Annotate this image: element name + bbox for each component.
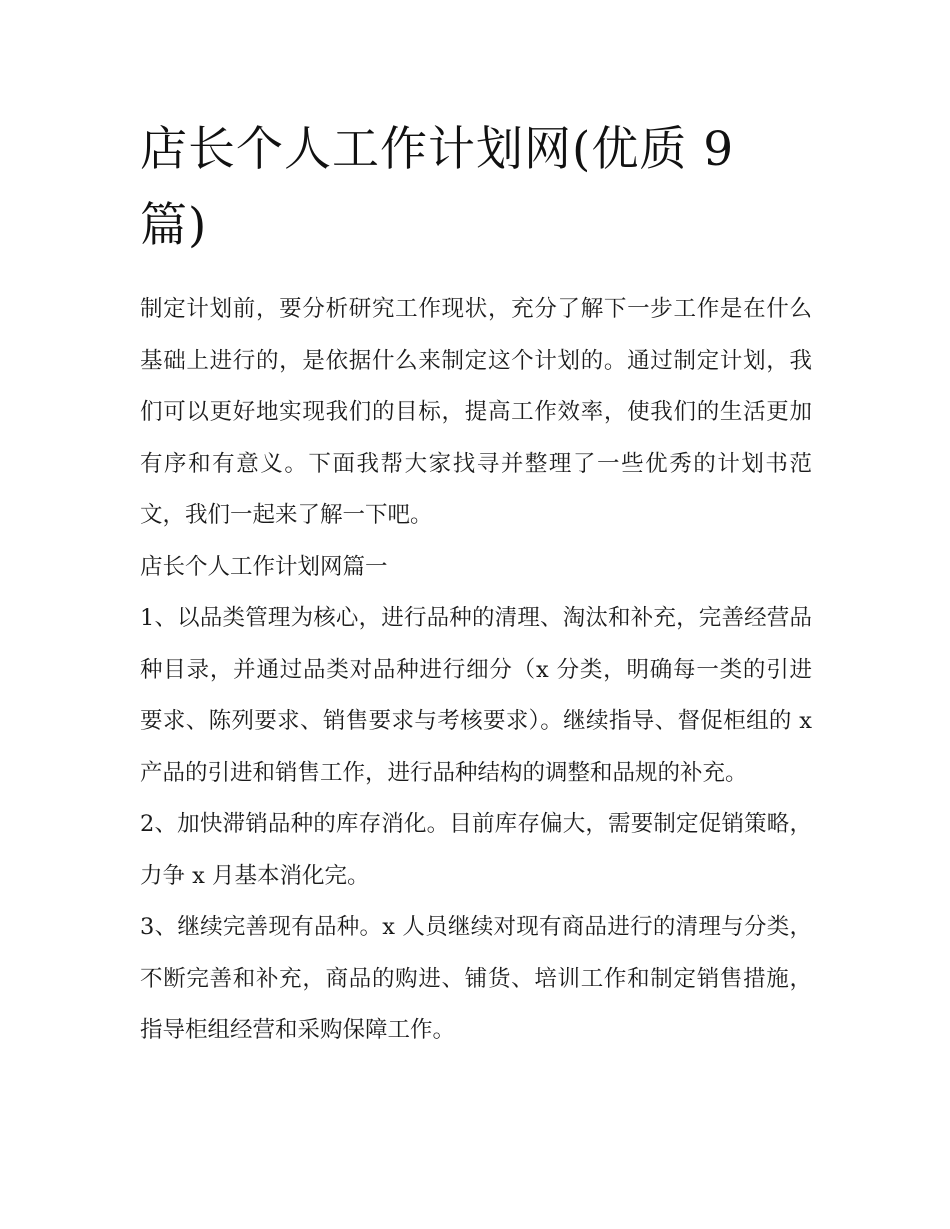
list-item-2: 2、加快滞销品种的库存消化。目前库存偏大，需要制定促销策略，力争 x 月基本消化完。 — [140, 811, 812, 889]
list-item-3: 3、继续完善现有品种。x 人员继续对现有商品进行的清理与分类，不断完善和补充，商品的购进、铺货、培训工作和制定销售措施，指导柜组经营和采购保障工作。 — [140, 914, 812, 1043]
document-page — [140, 112, 812, 1057]
list-item-1: 1、以品类管理为核心，进行品种的清理、淘汰和补充，完善经营品种目录，并通过品类对品种进行细分（x 分类，明确每一类的引进要求、陈列要求、销售要求与考核要求）。继续指导、督促柜组的 x 产品的引进和销售工作，进行品种结构的调整和品规的补充。 — [140, 605, 812, 786]
section-heading: 店长个人工作计划网篇一 — [140, 553, 388, 580]
intro-paragraph: 制定计划前，要分析研究工作现状，充分了解下一步工作是在什么基础上进行的，是依据什么来制定这个计划的。通过制定计划，我们可以更好地实现我们的目标，提高工作效率，使我们的生活更加有序和有意义。下面我帮大家找寻并整理了一些优秀的计划书范文，我们一起来了解一下吧。 — [140, 296, 812, 528]
document-title: 店长个人工作计划网(优质 9 篇) — [140, 122, 735, 253]
